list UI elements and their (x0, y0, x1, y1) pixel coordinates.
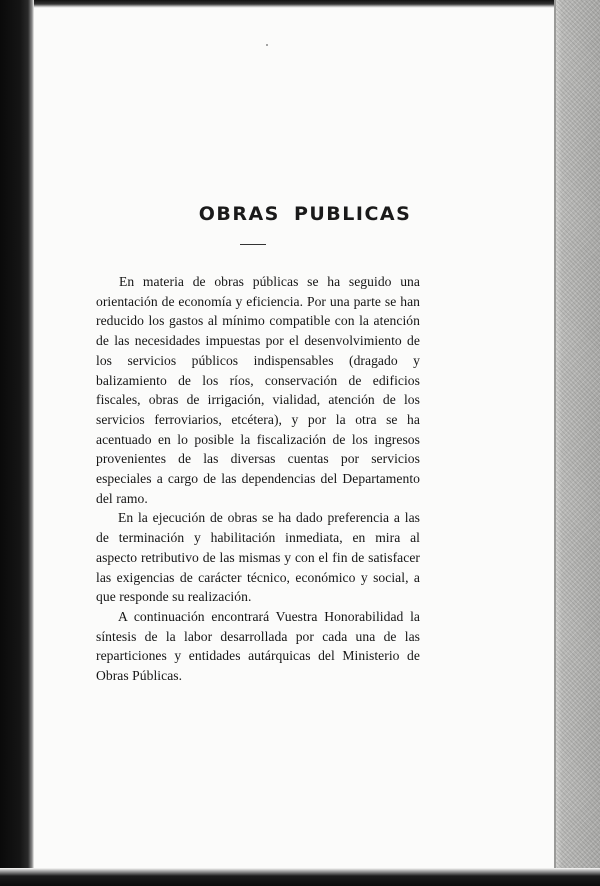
scan-border-left (0, 0, 34, 886)
page-title: OBRAS PUBLICAS (198, 203, 412, 225)
body-text (96, 272, 420, 686)
scan-border-top (0, 0, 600, 8)
scan-border-bottom (0, 868, 600, 886)
scan-speck (266, 44, 268, 46)
paragraph-economy: En materia de obras públicas se ha seguido una orientación de economía y eficiencia. Por una parte se han reducido los gastos al mínimo compatible con la atención de las necesidades impuestas por el desenvolvimiento de los servicios públicos indispensables (dragado y balizamiento de los ríos, conservación de edificios fiscales, obras de irrigación, vialidad, atención de los servicios ferroviarios, etcétera), y por la otra se ha acentuado en lo posible la fiscalización de los ingresos provenientes de las diversas cuentas por servicios especiales a cargo de las dependencias del Departamento del ramo. (96, 274, 420, 506)
scan-strip-right (554, 0, 600, 886)
paragraph-synthesis: A continuación encontrará Vuestra Honorabilidad la síntesis de la labor desarrollada por cada una de las reparticiones y entidades autárquicas del Ministerio de Obras Públicas. (96, 608, 420, 684)
paragraph-works-priority: En la ejecución de obras se ha dado preferencia a las de terminación y habilitación inmediata, en mira al aspecto retributivo de las mismas y con el fin de satisfacer las exigencias de carácter técnico, económico y social, a que responde su realización. (96, 510, 420, 605)
scan-strip-edge (554, 0, 556, 886)
title-divider (240, 244, 266, 245)
